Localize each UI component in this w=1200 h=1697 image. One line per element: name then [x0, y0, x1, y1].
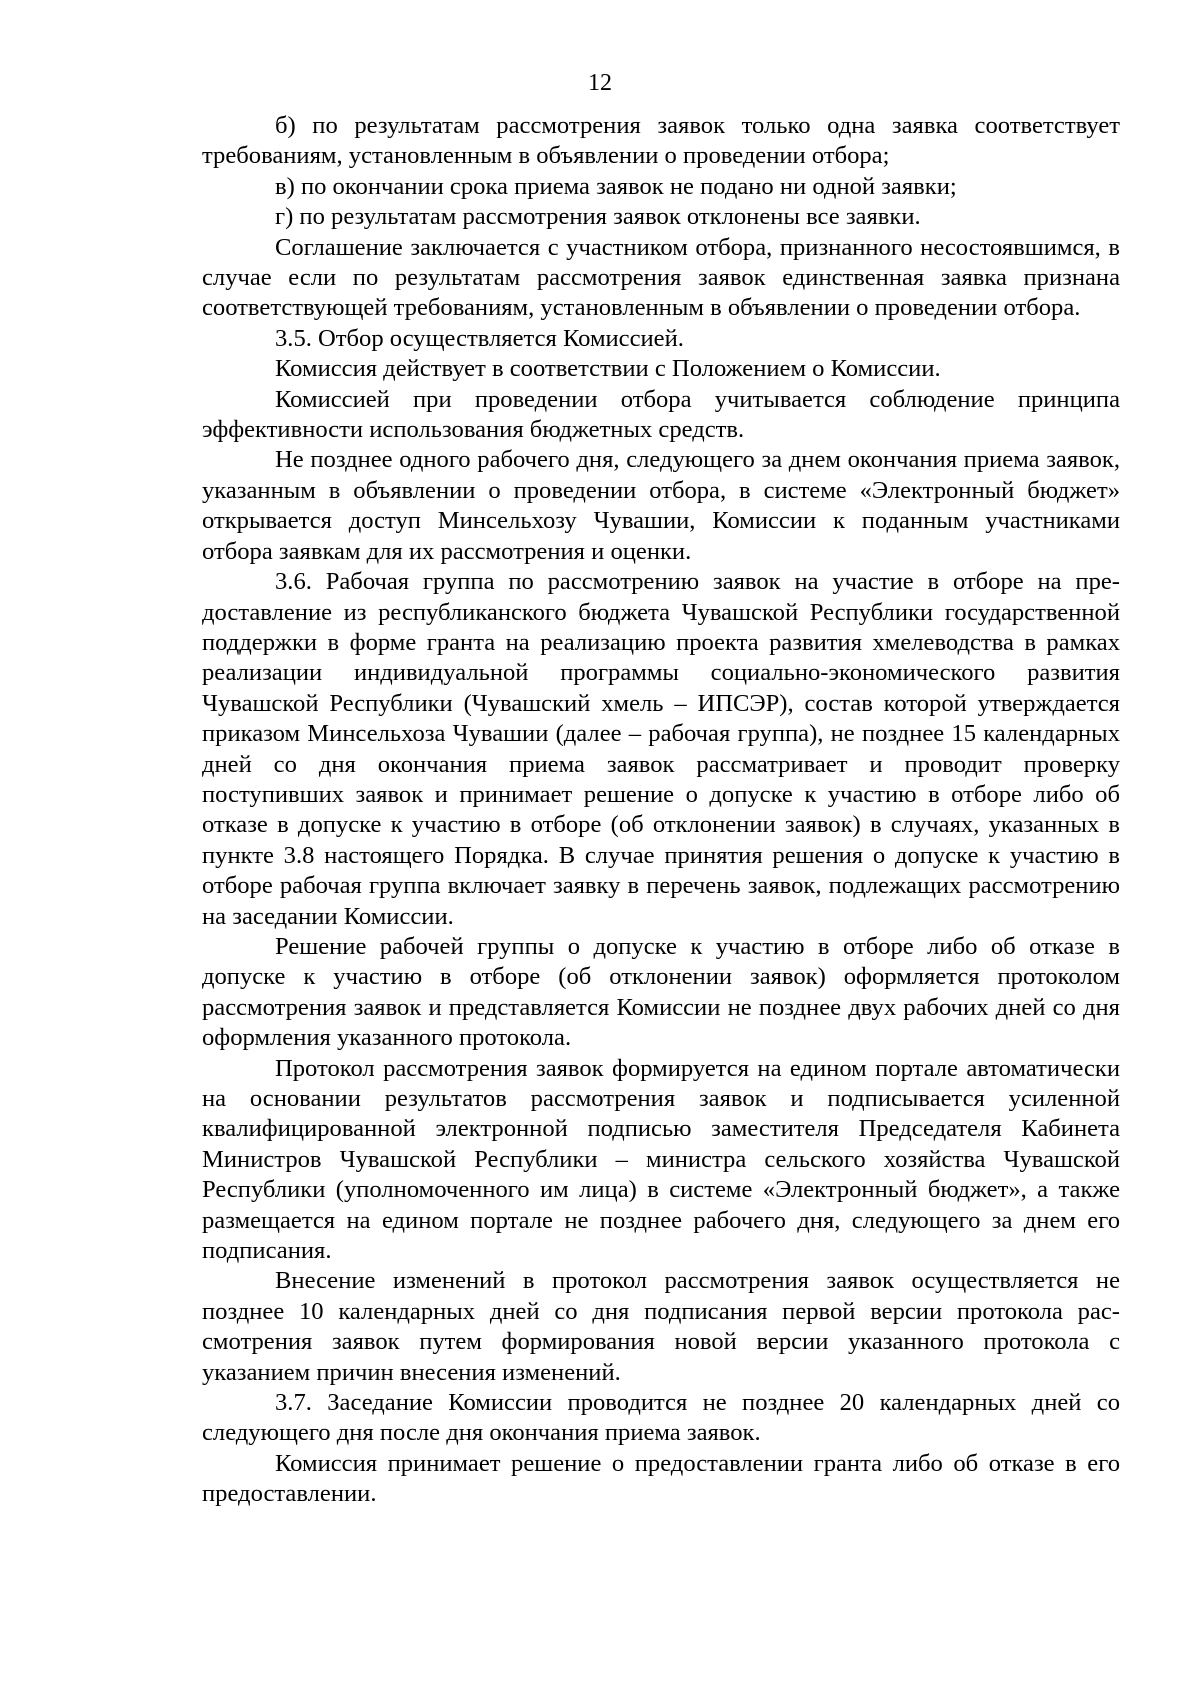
paragraph-v: в) по окончании срока приема заявок не подано ни одной заявки; — [275, 172, 957, 200]
paragraph-3-5: 3.5. Отбор осуществляется Комиссией. — [275, 324, 684, 352]
paragraph-protocol: Протокол рассмотрения заявок формируется на едином портале автоматически на основании результатов рассмотрения заявок и подписывается усиленной квалифицированной электронной подписью заместителя Председателя Кабинета Министров Чувашской Республики – министра сельского хозяйства Чувашской Республики (уполномоченного им лица) в системе «Электронный бюджет», а также размещается на едином портале не позднее рабочего дня, следующего за днем его подписания. — [202, 1054, 1120, 1265]
paragraph-working-group-decision: Решение рабочей группы о допуске к участию в отборе либо об отказе в допуске к участию в отборе (об отклонении заявок) оформляется протоколом рассмотрения заявок и представляется Комиссии не позднее двух рабочих дней со дня оформления указанного протокола. — [202, 932, 1120, 1052]
paragraph-protocol-changes: Внесение изменений в протокол рассмотрения заявок осуществляется не позднее 10 календарных дней со дня подписания первой версии протокола рассмотрения заявок путем формирования новой версии указанного протокола с указанием причин внесения изменений. — [202, 1267, 1120, 1386]
paragraph-3-7: 3.7. Заседание Комиссии проводится не позднее 20 календарных дней со следующего дня после дня окончания приема заявок. — [202, 1389, 1120, 1447]
paragraph-b: б) по результатам рассмотрения заявок только одна заявка соответствует требованиям, установленным в объявлении о проведении отбора; — [202, 112, 1120, 170]
paragraph-commission-decision: Комиссия принимает решение о предоставлении гранта либо об отказе в его предоставлении. — [202, 1449, 1120, 1508]
paragraph-3-6: 3.6. Рабочая группа по рассмотрению заявок на участие в отборе на предоставление из республиканского бюджета Чувашской Республики государственной поддержки в форме гранта на реализацию проекта развития хмелеводства в рамках реализации индивидуальной программы социально-экономического развития Чувашской Республики (Чувашский хмель – ИПСЭР), состав которой утверждается приказом Минсельхоза Чувашии (далее – рабочая группа), не позднее 15 календарных дней со дня окончания приема заявок рассматривает и проводит проверку поступивших заявок и принимает решение о допуске к участию в отборе либо об отказе в допуске к участию в отборе (об отклонении заявок) в случаях, указанных в пункте 3.8 настоящего Порядка. В случае принятия решения о допуске к участию в отборе рабочая группа включает заявку в перечень заявок, подлежащих рассмотрению на заседании Комиссии. — [202, 568, 1120, 930]
paragraph-commission-acts: Комиссия действует в соответствии с Положением о Комиссии. — [275, 355, 941, 383]
paragraph-agreement: Соглашение заключается с участником отбора, признанного несостоявшимся, в случае если по результатам рассмотрения заявок единственная заявка признана соответствующей требованиям, установленным в объявлении о проведении отбора. — [202, 233, 1120, 322]
paragraph-efficiency: Комиссией при проведении отбора учитывается соблюдение принципа эффективности использования бюджетных средств. — [202, 385, 1120, 444]
paragraph-access: Не позднее одного рабочего дня, следующего за днем окончания приема заявок, указанным в объявлении о проведении отбора, в системе «Электронный бюджет» открывается доступ Минсельхозу Чувашии, Комиссии к поданным участниками отбора заявкам для их рассмотрения и оценки. — [202, 446, 1120, 565]
document-body — [202, 111, 1120, 1510]
page-number: 12 — [588, 70, 612, 96]
paragraph-g: г) по результатам рассмотрения заявок отклонены все заявки. — [275, 203, 921, 231]
